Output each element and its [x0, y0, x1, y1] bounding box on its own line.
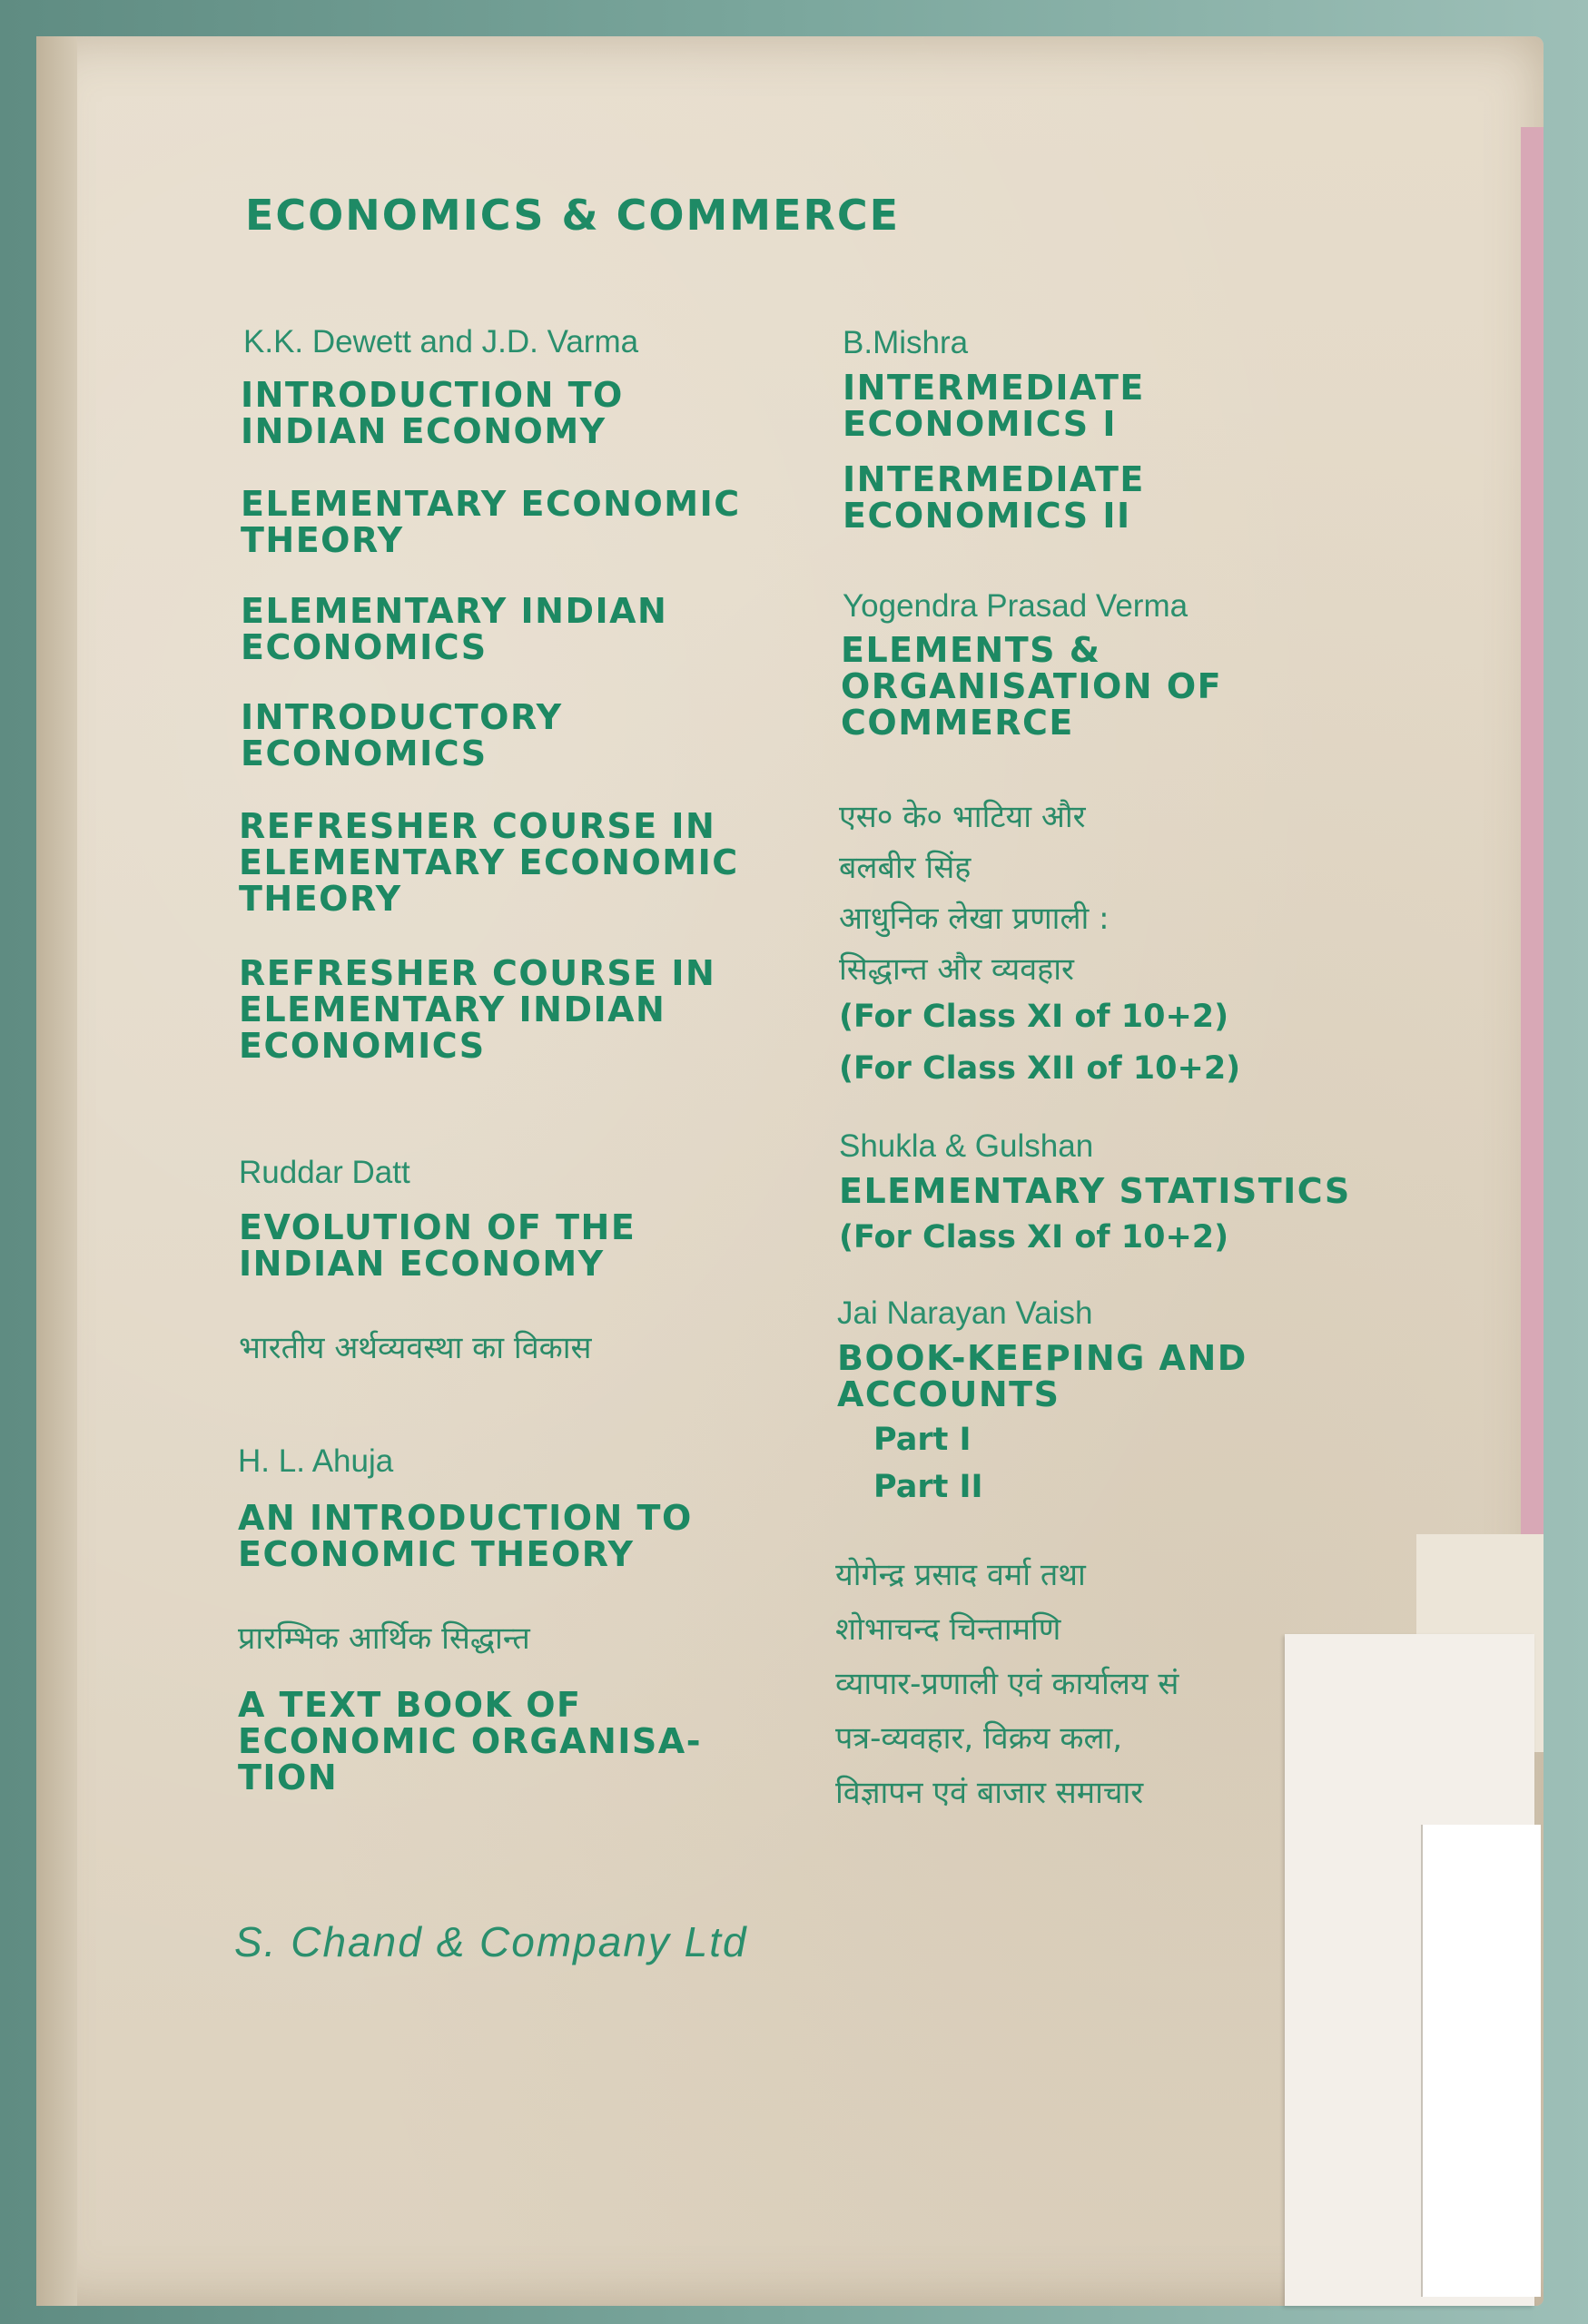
book-title: INTERMEDIATE ECONOMICS I — [843, 368, 1145, 444]
book-title: REFRESHER COURSE IN ELEMENTARY INDIAN ECONOMICS — [239, 953, 716, 1066]
pink-page-edge — [1521, 127, 1544, 1561]
part-label: Part I — [873, 1422, 972, 1458]
hindi-title: भारतीय अर्थव्यवस्था का विकास — [239, 1330, 592, 1366]
class-note: (For Class XI of 10+2) — [839, 1219, 1229, 1256]
class-note: (For Class XII of 10+2) — [839, 1050, 1241, 1087]
book-title: A TEXT BOOK OF ECONOMIC ORGANISA- TION — [238, 1685, 702, 1797]
book-title: ELEMENTARY STATISTICS — [839, 1171, 1351, 1211]
book-title: ELEMENTARY ECONOMIC THEORY — [241, 484, 741, 560]
author-dewett-varma: K.K. Dewett and J.D. Varma — [243, 324, 639, 359]
book-title: ELEMENTS & ORGANISATION OF COMMERCE — [841, 630, 1223, 743]
book-title: BOOK-KEEPING AND ACCOUNTS — [837, 1338, 1248, 1414]
book-title: EVOLUTION OF THE INDIAN ECONOMY — [239, 1207, 636, 1284]
book-title: INTERMEDIATE ECONOMICS II — [843, 459, 1145, 536]
author-yogendra-verma: Yogendra Prasad Verma — [843, 588, 1189, 624]
author-ahuja: H. L. Ahuja — [238, 1443, 394, 1479]
class-note: (For Class XI of 10+2) — [839, 999, 1229, 1035]
page-heading: ECONOMICS & COMMERCE — [245, 191, 901, 240]
author-mishra: B.Mishra — [843, 325, 969, 360]
part-label: Part II — [873, 1469, 983, 1505]
publisher-name: S. Chand & Company Ltd — [234, 1918, 748, 1965]
author-ruddar-datt: Ruddar Datt — [239, 1155, 410, 1190]
book-title: INTRODUCTORY ECONOMICS — [241, 697, 563, 773]
book-title: AN INTRODUCTION TO ECONOMIC THEORY — [238, 1498, 693, 1574]
book-title: ELEMENTARY INDIAN ECONOMICS — [241, 591, 668, 667]
hindi-title-block: योगेन्द्र प्रसाद वर्मा तथा शोभाचन्द चिन्तामणि व्यापार-प्रणाली एवं कार्यालय सं पत्र-व्यवहार, विक्रय कला, विज्ञापन एवं बाजार समाचार — [835, 1557, 1179, 1811]
spine-edge — [36, 36, 77, 2306]
hindi-title-block: एस० के० भाटिया और बलबीर सिंह आधुनिक लेखा प्रणाली : सिद्धान्त और व्यवहार — [839, 799, 1110, 988]
book-title: REFRESHER COURSE IN ELEMENTARY ECONOMIC THEORY — [239, 806, 739, 919]
book-title: INTRODUCTION TO INDIAN ECONOMY — [241, 375, 624, 451]
author-shukla-gulshan: Shukla & Gulshan — [839, 1128, 1094, 1164]
library-sticker — [1421, 1825, 1541, 2297]
hindi-title: प्रारम्भिक आर्थिक सिद्धान्त — [238, 1620, 530, 1657]
author-jai-narayan-vaish: Jai Narayan Vaish — [837, 1295, 1093, 1331]
